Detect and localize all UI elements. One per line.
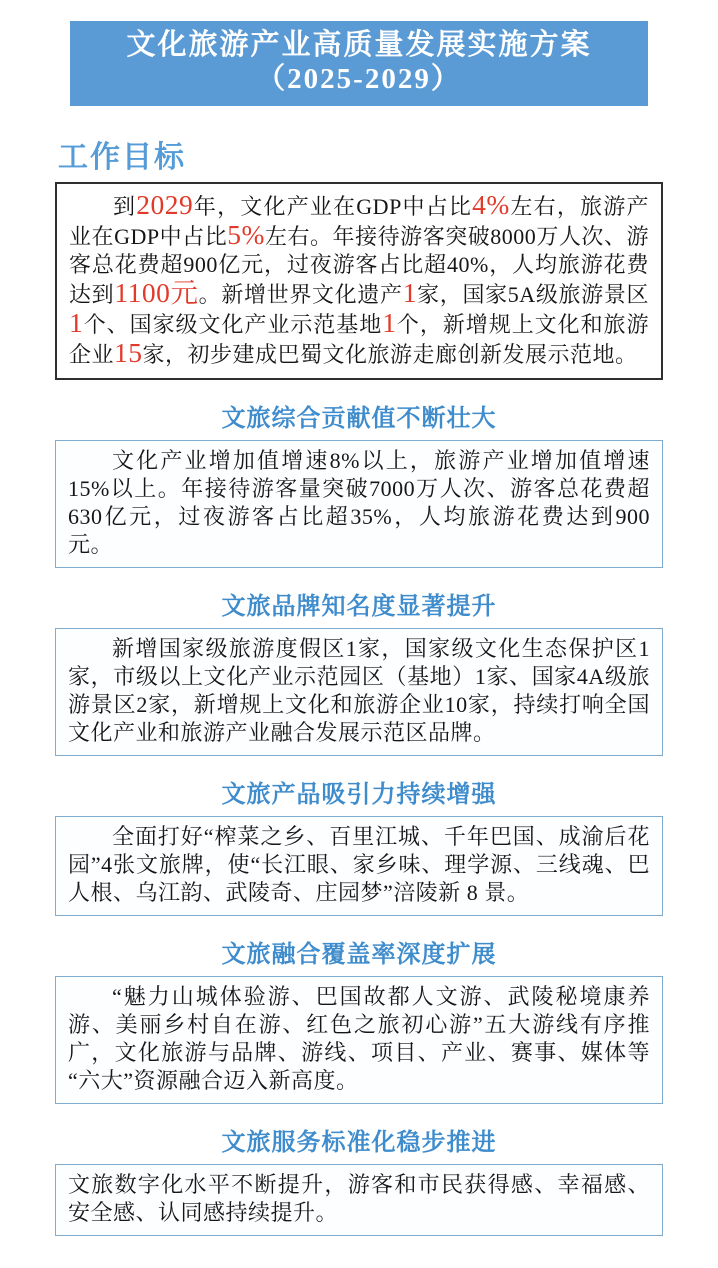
highlight-number: 1 (69, 307, 84, 338)
section-heading: 文旅综合贡献值不断壮大 (221, 406, 497, 432)
section-box (55, 976, 663, 1104)
highlight-number: 4% (472, 189, 510, 220)
banner-title-line1: 文化旅游产业高质量发展实施方案 (126, 29, 592, 61)
section-heading: 文旅产品吸引力持续增强 (221, 782, 497, 808)
text-run: 左右。年接待游客突破8000万人次、游客总花费超900亿元，过夜游客占比超40%，人均旅游花费达到 (69, 224, 649, 307)
highlight-number: 5% (227, 219, 265, 250)
section-box (55, 628, 663, 756)
work-goal-heading: 工作目标 (58, 141, 186, 174)
banner-title-line2: （2025-2029） (256, 63, 462, 95)
highlight-number: 15 (114, 337, 143, 368)
section-paragraph: “魅力山城体验游、巴国故都人文游、武陵秘境康养游、美丽乡村自在游、红色之旅初心游”五大游线有序推广，文化旅游与品牌、游线、项目、产业、赛事、媒体等“六大”资源融合迈入新高度。 (68, 984, 650, 1093)
document-page (0, 21, 718, 1268)
section-heading: 文旅品牌知名度显著提升 (221, 594, 497, 620)
section-box (55, 440, 663, 568)
sections-container (0, 404, 718, 1236)
text-run: 左右，旅游产业在GDP中占比 (69, 194, 649, 249)
section-paragraph: 全面打好“榨菜之乡、百里江城、千年巴国、成渝后花园”4张文旅牌，使“长江眼、家乡味、理学源、三线魂、巴人根、乌江韵、武陵奇、庄园梦”涪陵新 8 景。 (68, 824, 650, 905)
section (0, 780, 718, 916)
highlight-number: 1 (402, 277, 417, 308)
highlight-number: 2029 (136, 189, 194, 220)
text-run: 。新增世界文化遗产 (198, 282, 403, 307)
section (0, 592, 718, 756)
section-box (55, 816, 663, 916)
highlight-number: 1 (382, 307, 397, 338)
text-run: 家，初步建成巴蜀文化旅游走廊创新发展示范地。 (142, 342, 638, 367)
section-paragraph: 新增国家级旅游度假区1家，国家级文化生态保护区1家，市级以上文化产业示范园区（基地）1家、国家4A级旅游景区2家，新增规上文化和旅游企业10家，持续打响全国文化产业和旅游产业融合发展示范区品牌。 (68, 636, 650, 745)
section (0, 940, 718, 1104)
section-paragraph: 文化产业增加值增速8%以上，旅游产业增加值增速15%以上。年接待游客量突破7000万人次、游客总花费超630亿元，过夜游客占比超35%，人均旅游花费达到900元。 (68, 448, 650, 557)
section (0, 1128, 718, 1236)
section-box (55, 1164, 663, 1236)
text-run: 个、国家级文化产业示范基地 (83, 312, 383, 337)
highlight-number: 1100元 (114, 277, 199, 308)
work-goal-box (55, 182, 663, 380)
title-banner (70, 21, 648, 106)
section (0, 404, 718, 568)
text-run: 个，新增规上文化和旅游企业 (69, 312, 649, 367)
work-goal-paragraph (69, 191, 649, 369)
section-heading: 文旅融合覆盖率深度扩展 (221, 942, 497, 968)
text-run: 年，文化产业在GDP中占比 (193, 194, 473, 219)
text-run: 到 (113, 194, 137, 219)
text-run: 家，国家5A级旅游景区 (416, 282, 649, 307)
section-paragraph: 文旅数字化水平不断提升，游客和市民获得感、幸福感、安全感、认同感持续提升。 (68, 1172, 650, 1225)
section-heading: 文旅服务标准化稳步推进 (221, 1130, 497, 1156)
